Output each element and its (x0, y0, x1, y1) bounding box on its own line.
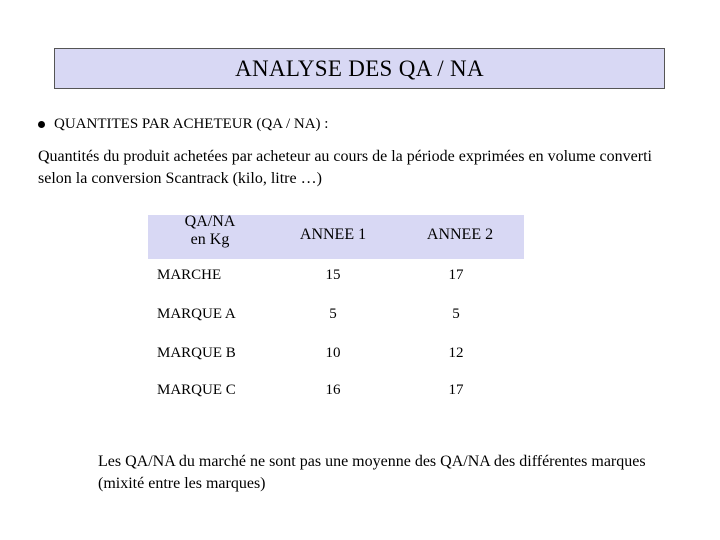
section-heading (38, 114, 328, 134)
cell-marque-b-year2: 12 (448, 345, 464, 361)
footnote-paragraph: Les QA/NA du marché ne sont pas une moyenne des QA/NA des différentes marques (mixité entre les marques) (98, 453, 646, 492)
title-banner (54, 48, 665, 89)
row-label-marque-b: MARQUE B (157, 345, 236, 361)
corner-header-line1: QA/NA (184, 213, 236, 230)
row-label-marche: MARCHE (157, 267, 222, 283)
column-header-year1: ANNEE 1 (299, 226, 367, 243)
description-paragraph: Quantités du produit achetées par acheteur au cours de la période exprimées en volume converti selon la conversion Scantrack (kilo, litre …) (38, 148, 652, 187)
qa-na-table (148, 213, 524, 413)
row-label-marque-c: MARQUE C (157, 382, 236, 398)
cell-marche-year2: 17 (448, 267, 464, 283)
table-corner-header (158, 213, 262, 249)
bullet-dot-icon (38, 121, 45, 128)
cell-marque-c-year1: 16 (325, 382, 341, 398)
corner-header-line2: en Kg (190, 231, 230, 248)
cell-marque-c-year2: 17 (448, 382, 464, 398)
section-heading-text: QUANTITES PAR ACHETEUR (QA / NA) : (54, 115, 329, 132)
page-title: ANALYSE DES QA / NA (235, 55, 484, 81)
cell-marque-a-year2: 5 (452, 306, 460, 322)
cell-marque-a-year1: 5 (329, 306, 337, 322)
row-label-marque-a: MARQUE A (157, 306, 236, 322)
cell-marque-b-year1: 10 (325, 345, 341, 361)
cell-marche-year1: 15 (325, 267, 341, 283)
column-header-year2: ANNEE 2 (426, 226, 494, 243)
